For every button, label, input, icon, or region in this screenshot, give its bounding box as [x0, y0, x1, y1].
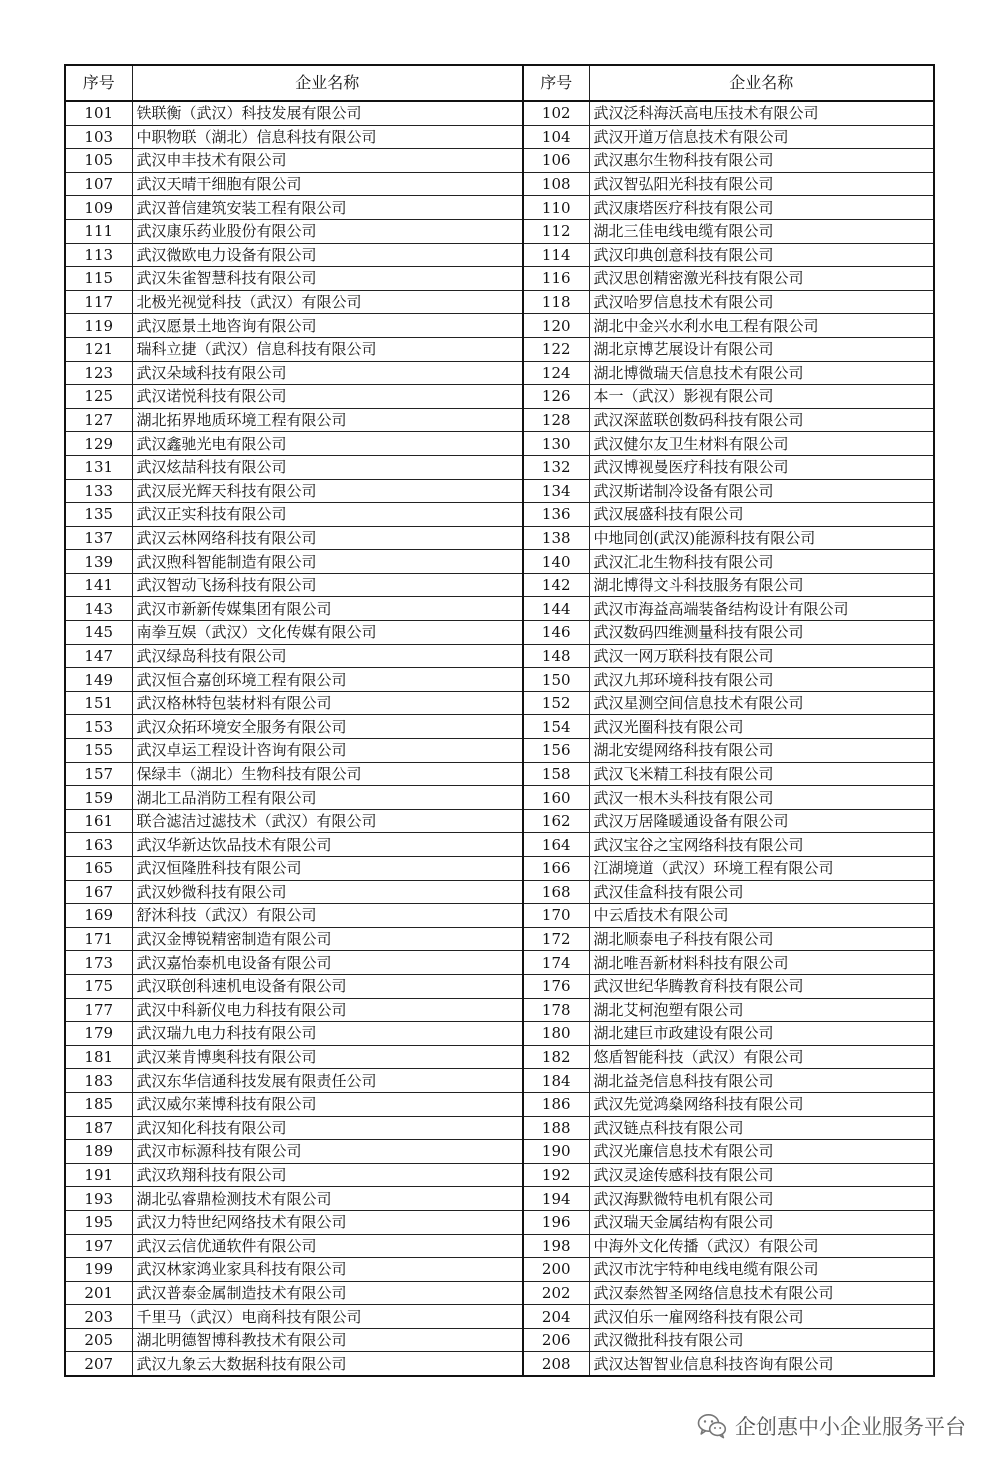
- serial-number: 126: [523, 385, 589, 409]
- company-name: 湖北艾柯泡塑有限公司: [589, 998, 934, 1022]
- serial-number: 166: [523, 857, 589, 881]
- company-name: 武汉先觉鸿燊网络科技有限公司: [589, 1092, 934, 1116]
- company-name: 武汉微欧电力设备有限公司: [132, 243, 523, 267]
- table-row: [65, 644, 934, 668]
- company-name: 武汉恒合嘉创环境工程有限公司: [132, 668, 523, 692]
- table-row: [65, 833, 934, 857]
- company-name: 武汉博视曼医疗科技有限公司: [589, 455, 934, 479]
- company-name: 武汉东华信通科技发展有限责任公司: [132, 1069, 523, 1093]
- serial-number: 171: [65, 927, 132, 951]
- company-name: 武汉九邦环境科技有限公司: [589, 668, 934, 692]
- serial-number: 185: [65, 1092, 132, 1116]
- table-row: [65, 149, 934, 173]
- serial-number: 198: [523, 1234, 589, 1258]
- serial-number: 119: [65, 314, 132, 338]
- company-name: 武汉斯诺制冷设备有限公司: [589, 479, 934, 503]
- company-name: 武汉万居隆暖通设备有限公司: [589, 809, 934, 833]
- company-name: 武汉云林网络科技有限公司: [132, 526, 523, 550]
- serial-number: 114: [523, 243, 589, 267]
- watermark-text: 企创惠中小企业服务平台: [735, 1415, 966, 1439]
- serial-number: 184: [523, 1069, 589, 1093]
- company-list-table: [64, 64, 935, 1377]
- serial-number: 111: [65, 219, 132, 243]
- serial-number: 175: [65, 974, 132, 998]
- serial-number: 194: [523, 1187, 589, 1211]
- company-name: 中海外文化传播（武汉）有限公司: [589, 1234, 934, 1258]
- company-name: 武汉金博锐精密制造有限公司: [132, 927, 523, 951]
- company-name: 江湖境道（武汉）环境工程有限公司: [589, 857, 934, 881]
- watermark: [697, 1410, 966, 1442]
- serial-number: 123: [65, 361, 132, 385]
- serial-number: 178: [523, 998, 589, 1022]
- table-row: [65, 1281, 934, 1305]
- table-row: [65, 267, 934, 291]
- table-row: [65, 1069, 934, 1093]
- table-row: [65, 857, 934, 881]
- table-row: [65, 479, 934, 503]
- serial-number: 203: [65, 1305, 132, 1329]
- company-name: 武汉开道万信息技术有限公司: [589, 125, 934, 149]
- company-name: 武汉中科新仪电力科技有限公司: [132, 998, 523, 1022]
- table-row: [65, 243, 934, 267]
- company-name: 武汉数码四维测量科技有限公司: [589, 621, 934, 645]
- table-row: [65, 880, 934, 904]
- serial-number: 160: [523, 786, 589, 810]
- company-name: 武汉妙微科技有限公司: [132, 880, 523, 904]
- serial-number: 118: [523, 290, 589, 314]
- serial-number: 109: [65, 196, 132, 220]
- table-row: [65, 172, 934, 196]
- serial-number: 183: [65, 1069, 132, 1093]
- table-row: [65, 974, 934, 998]
- company-name: 武汉印典创意科技有限公司: [589, 243, 934, 267]
- company-name: 北极光视觉科技（武汉）有限公司: [132, 290, 523, 314]
- serial-number: 181: [65, 1045, 132, 1069]
- serial-number: 136: [523, 503, 589, 527]
- serial-number: 120: [523, 314, 589, 338]
- serial-number: 188: [523, 1116, 589, 1140]
- serial-number: 106: [523, 149, 589, 173]
- serial-number: 163: [65, 833, 132, 857]
- company-name: 武汉瑞九电力科技有限公司: [132, 1022, 523, 1046]
- company-name: 武汉华新达饮品技术有限公司: [132, 833, 523, 857]
- serial-number: 202: [523, 1281, 589, 1305]
- serial-number: 108: [523, 172, 589, 196]
- company-name: 武汉威尔莱博科技有限公司: [132, 1092, 523, 1116]
- serial-number: 107: [65, 172, 132, 196]
- serial-number: 164: [523, 833, 589, 857]
- company-name: 悠盾智能科技（武汉）有限公司: [589, 1045, 934, 1069]
- serial-number: 204: [523, 1305, 589, 1329]
- table-row: [65, 809, 934, 833]
- company-name: 武汉康乐药业股份有限公司: [132, 219, 523, 243]
- serial-number: 201: [65, 1281, 132, 1305]
- company-name: 舒沐科技（武汉）有限公司: [132, 904, 523, 928]
- table-row: [65, 1022, 934, 1046]
- serial-number: 125: [65, 385, 132, 409]
- company-name: 武汉林家鸿业家具科技有限公司: [132, 1258, 523, 1282]
- company-name: 联合滤洁过滤技术（武汉）有限公司: [132, 809, 523, 833]
- company-name: 武汉伯乐一雇网络科技有限公司: [589, 1305, 934, 1329]
- company-name: 武汉莱肯博奥科技有限公司: [132, 1045, 523, 1069]
- serial-number: 159: [65, 786, 132, 810]
- company-name: 武汉格林特包装材料有限公司: [132, 691, 523, 715]
- company-name: 武汉市沈宇特种电线电缆有限公司: [589, 1258, 934, 1282]
- company-name: 武汉海默微特电机有限公司: [589, 1187, 934, 1211]
- table-row: [65, 125, 934, 149]
- serial-number: 146: [523, 621, 589, 645]
- company-name: 本一（武汉）影视有限公司: [589, 385, 934, 409]
- table-row: [65, 101, 934, 125]
- serial-number: 142: [523, 573, 589, 597]
- serial-number: 143: [65, 597, 132, 621]
- company-name: 武汉市标源科技有限公司: [132, 1140, 523, 1164]
- serial-number: 167: [65, 880, 132, 904]
- company-name: 武汉诺悦科技有限公司: [132, 385, 523, 409]
- table-row: [65, 385, 934, 409]
- table-row: [65, 786, 934, 810]
- company-name: 武汉正实科技有限公司: [132, 503, 523, 527]
- serial-number: 169: [65, 904, 132, 928]
- table-row: [65, 668, 934, 692]
- table-row: [65, 1045, 934, 1069]
- table-row: [65, 597, 934, 621]
- serial-number: 193: [65, 1187, 132, 1211]
- serial-number: 200: [523, 1258, 589, 1282]
- company-name: 武汉微批科技有限公司: [589, 1328, 934, 1352]
- header-serial-left: 序号: [65, 65, 132, 101]
- company-name: 湖北博微瑞天信息技术有限公司: [589, 361, 934, 385]
- serial-number: 196: [523, 1210, 589, 1234]
- serial-number: 180: [523, 1022, 589, 1046]
- company-name: 湖北顺泰电子科技有限公司: [589, 927, 934, 951]
- company-name: 武汉健尔友卫生材料有限公司: [589, 432, 934, 456]
- company-name: 武汉泛科海沃高电压技术有限公司: [589, 101, 934, 125]
- company-name: 湖北唯吾新材料科技有限公司: [589, 951, 934, 975]
- serial-number: 110: [523, 196, 589, 220]
- serial-number: 199: [65, 1258, 132, 1282]
- serial-number: 197: [65, 1234, 132, 1258]
- serial-number: 182: [523, 1045, 589, 1069]
- table-row: [65, 455, 934, 479]
- company-name: 武汉宝谷之宝网络科技有限公司: [589, 833, 934, 857]
- company-name: 武汉思创精密激光科技有限公司: [589, 267, 934, 291]
- table-row: [65, 1140, 934, 1164]
- company-name: 武汉煦科智能制造有限公司: [132, 550, 523, 574]
- company-name: 武汉玖翔科技有限公司: [132, 1163, 523, 1187]
- company-name: 千里马（武汉）电商科技有限公司: [132, 1305, 523, 1329]
- company-name: 湖北工品消防工程有限公司: [132, 786, 523, 810]
- serial-number: 156: [523, 739, 589, 763]
- serial-number: 113: [65, 243, 132, 267]
- serial-number: 134: [523, 479, 589, 503]
- serial-number: 145: [65, 621, 132, 645]
- company-name: 湖北拓界地质环境工程有限公司: [132, 408, 523, 432]
- company-name: 武汉嘉怡泰机电设备有限公司: [132, 951, 523, 975]
- company-name: 武汉力特世纪网络技术有限公司: [132, 1210, 523, 1234]
- company-name: 武汉众拓环境安全服务有限公司: [132, 715, 523, 739]
- company-name: 武汉天晴干细胞有限公司: [132, 172, 523, 196]
- company-name: 中云盾技术有限公司: [589, 904, 934, 928]
- company-name: 武汉康塔医疗科技有限公司: [589, 196, 934, 220]
- serial-number: 130: [523, 432, 589, 456]
- serial-number: 177: [65, 998, 132, 1022]
- serial-number: 148: [523, 644, 589, 668]
- company-name: 武汉九象云大数据科技有限公司: [132, 1352, 523, 1376]
- header-company-right: 企业名称: [589, 65, 934, 101]
- company-name: 武汉辰光辉天科技有限公司: [132, 479, 523, 503]
- serial-number: 157: [65, 762, 132, 786]
- serial-number: 192: [523, 1163, 589, 1187]
- table-row: [65, 219, 934, 243]
- serial-number: 179: [65, 1022, 132, 1046]
- table-row: [65, 1258, 934, 1282]
- company-name: 湖北明德智博科教技术有限公司: [132, 1328, 523, 1352]
- table-row: [65, 1328, 934, 1352]
- serial-number: 186: [523, 1092, 589, 1116]
- table-row: [65, 1163, 934, 1187]
- serial-number: 149: [65, 668, 132, 692]
- table-row: [65, 314, 934, 338]
- serial-number: 144: [523, 597, 589, 621]
- serial-number: 141: [65, 573, 132, 597]
- serial-number: 140: [523, 550, 589, 574]
- serial-number: 127: [65, 408, 132, 432]
- table-row: [65, 762, 934, 786]
- company-name: 武汉光圈科技有限公司: [589, 715, 934, 739]
- company-name: 铁联衡（武汉）科技发展有限公司: [132, 101, 523, 125]
- serial-number: 137: [65, 526, 132, 550]
- serial-number: 135: [65, 503, 132, 527]
- serial-number: 151: [65, 691, 132, 715]
- serial-number: 139: [65, 550, 132, 574]
- serial-number: 128: [523, 408, 589, 432]
- serial-number: 105: [65, 149, 132, 173]
- company-name: 武汉链点科技有限公司: [589, 1116, 934, 1140]
- company-name: 武汉市海益高端装备结构设计有限公司: [589, 597, 934, 621]
- serial-number: 117: [65, 290, 132, 314]
- table-row: [65, 1234, 934, 1258]
- serial-number: 150: [523, 668, 589, 692]
- company-name: 中地同创(武汉)能源科技有限公司: [589, 526, 934, 550]
- company-name: 湖北益尧信息科技有限公司: [589, 1069, 934, 1093]
- serial-number: 207: [65, 1352, 132, 1376]
- serial-number: 103: [65, 125, 132, 149]
- serial-number: 101: [65, 101, 132, 125]
- table-row: [65, 337, 934, 361]
- serial-number: 124: [523, 361, 589, 385]
- company-name: 武汉卓运工程设计咨询有限公司: [132, 739, 523, 763]
- company-name: 武汉泰然智圣网络信息技术有限公司: [589, 1281, 934, 1305]
- company-name: 武汉汇北生物科技有限公司: [589, 550, 934, 574]
- company-name: 湖北博得文斗科技服务有限公司: [589, 573, 934, 597]
- serial-number: 121: [65, 337, 132, 361]
- serial-number: 131: [65, 455, 132, 479]
- company-name: 武汉深蓝联创数码科技有限公司: [589, 408, 934, 432]
- header-serial-right: 序号: [523, 65, 589, 101]
- serial-number: 158: [523, 762, 589, 786]
- company-name: 武汉申丰技术有限公司: [132, 149, 523, 173]
- company-name: 湖北京博艺展设计有限公司: [589, 337, 934, 361]
- company-name: 湖北安缇网络科技有限公司: [589, 739, 934, 763]
- table-row: [65, 1092, 934, 1116]
- table-row: [65, 1210, 934, 1234]
- company-name: 武汉恒隆胜科技有限公司: [132, 857, 523, 881]
- serial-number: 173: [65, 951, 132, 975]
- company-name: 湖北建巨市政建设有限公司: [589, 1022, 934, 1046]
- serial-number: 115: [65, 267, 132, 291]
- company-name: 武汉佳盒科技有限公司: [589, 880, 934, 904]
- company-name: 武汉知化科技有限公司: [132, 1116, 523, 1140]
- company-name: 武汉朱雀智慧科技有限公司: [132, 267, 523, 291]
- serial-number: 174: [523, 951, 589, 975]
- serial-number: 190: [523, 1140, 589, 1164]
- company-name: 武汉智动飞扬科技有限公司: [132, 573, 523, 597]
- company-name: 保绿丰（湖北）生物科技有限公司: [132, 762, 523, 786]
- company-name: 中职物联（湖北）信息科技有限公司: [132, 125, 523, 149]
- table-row: [65, 691, 934, 715]
- table-row: [65, 927, 934, 951]
- company-name: 武汉一根木头科技有限公司: [589, 786, 934, 810]
- serial-number: 168: [523, 880, 589, 904]
- serial-number: 138: [523, 526, 589, 550]
- table-row: [65, 1305, 934, 1329]
- company-name: 武汉普信建筑安装工程有限公司: [132, 196, 523, 220]
- serial-number: 189: [65, 1140, 132, 1164]
- company-name: 湖北弘睿鼎检测技术有限公司: [132, 1187, 523, 1211]
- serial-number: 162: [523, 809, 589, 833]
- company-name: 南拳互娱（武汉）文化传媒有限公司: [132, 621, 523, 645]
- serial-number: 172: [523, 927, 589, 951]
- company-name: 武汉飞米精工科技有限公司: [589, 762, 934, 786]
- serial-number: 116: [523, 267, 589, 291]
- company-name: 武汉联创科速机电设备有限公司: [132, 974, 523, 998]
- table-row: [65, 573, 934, 597]
- table-row: [65, 904, 934, 928]
- table-row: [65, 196, 934, 220]
- table-row: [65, 408, 934, 432]
- company-name: 武汉云信优通软件有限公司: [132, 1234, 523, 1258]
- table-row: [65, 739, 934, 763]
- company-name: 武汉星测空间信息技术有限公司: [589, 691, 934, 715]
- company-name: 武汉展盛科技有限公司: [589, 503, 934, 527]
- wechat-icon: [697, 1413, 727, 1439]
- serial-number: 104: [523, 125, 589, 149]
- table-row: [65, 550, 934, 574]
- header-company-left: 企业名称: [132, 65, 523, 101]
- company-name: 武汉智弘阳光科技有限公司: [589, 172, 934, 196]
- table-body: [65, 101, 934, 1376]
- company-name: 武汉光廉信息技术有限公司: [589, 1140, 934, 1164]
- serial-number: 152: [523, 691, 589, 715]
- company-name: 湖北中金兴水利水电工程有限公司: [589, 314, 934, 338]
- serial-number: 205: [65, 1328, 132, 1352]
- company-name: 武汉朵域科技有限公司: [132, 361, 523, 385]
- table-row: [65, 432, 934, 456]
- serial-number: 170: [523, 904, 589, 928]
- serial-number: 206: [523, 1328, 589, 1352]
- table-row: [65, 715, 934, 739]
- serial-number: 102: [523, 101, 589, 125]
- company-name: 武汉惠尔生物科技有限公司: [589, 149, 934, 173]
- table-row: [65, 621, 934, 645]
- company-name: 武汉愿景土地咨询有限公司: [132, 314, 523, 338]
- serial-number: 129: [65, 432, 132, 456]
- header-row: [65, 65, 934, 101]
- company-name: 武汉灵途传感科技有限公司: [589, 1163, 934, 1187]
- serial-number: 154: [523, 715, 589, 739]
- serial-number: 195: [65, 1210, 132, 1234]
- table-row: [65, 290, 934, 314]
- company-name: 武汉哈罗信息技术有限公司: [589, 290, 934, 314]
- serial-number: 176: [523, 974, 589, 998]
- serial-number: 161: [65, 809, 132, 833]
- table-row: [65, 503, 934, 527]
- table-row: [65, 1352, 934, 1376]
- table-row: [65, 1116, 934, 1140]
- company-name: 武汉世纪华腾教育科技有限公司: [589, 974, 934, 998]
- serial-number: 165: [65, 857, 132, 881]
- company-name: 武汉绿岛科技有限公司: [132, 644, 523, 668]
- table-row: [65, 951, 934, 975]
- company-name: 武汉达智智业信息科技咨询有限公司: [589, 1352, 934, 1376]
- table-row: [65, 526, 934, 550]
- serial-number: 112: [523, 219, 589, 243]
- serial-number: 122: [523, 337, 589, 361]
- company-name: 武汉普泰金属制造技术有限公司: [132, 1281, 523, 1305]
- company-name: 武汉炫喆科技有限公司: [132, 455, 523, 479]
- serial-number: 147: [65, 644, 132, 668]
- company-name: 武汉一网万联科技有限公司: [589, 644, 934, 668]
- serial-number: 133: [65, 479, 132, 503]
- serial-number: 191: [65, 1163, 132, 1187]
- serial-number: 155: [65, 739, 132, 763]
- serial-number: 187: [65, 1116, 132, 1140]
- table-row: [65, 998, 934, 1022]
- company-name: 湖北三佳电线电缆有限公司: [589, 219, 934, 243]
- table-row: [65, 1187, 934, 1211]
- company-name: 武汉瑞天金属结构有限公司: [589, 1210, 934, 1234]
- company-name: 武汉市新新传媒集团有限公司: [132, 597, 523, 621]
- table-row: [65, 361, 934, 385]
- company-name: 瑞科立捷（武汉）信息科技有限公司: [132, 337, 523, 361]
- company-name: 武汉鑫驰光电有限公司: [132, 432, 523, 456]
- serial-number: 153: [65, 715, 132, 739]
- serial-number: 208: [523, 1352, 589, 1376]
- serial-number: 132: [523, 455, 589, 479]
